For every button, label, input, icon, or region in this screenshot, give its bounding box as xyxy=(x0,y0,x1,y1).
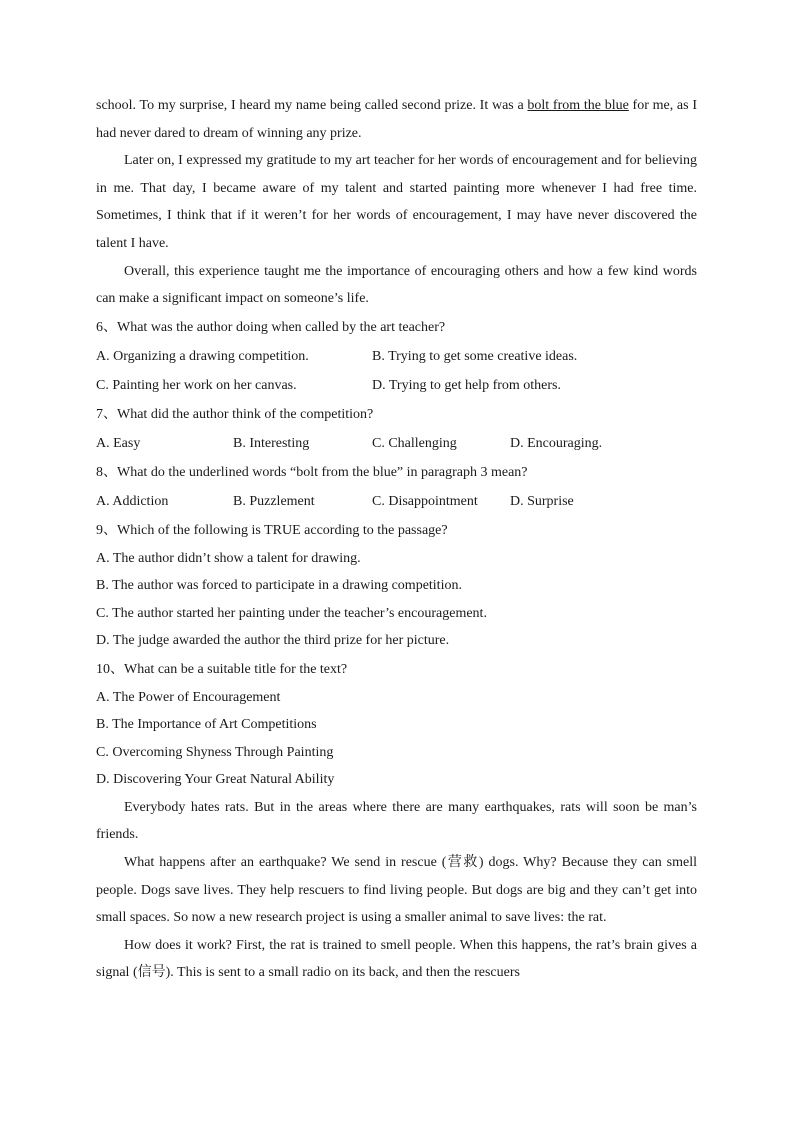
question-6-options-row-2 xyxy=(96,371,697,400)
question-6-stem: 6、What was the author doing when called by the art teacher? xyxy=(96,319,446,335)
underlined-phrase: bolt from the blue xyxy=(527,98,629,113)
question-6-options-row-1 xyxy=(96,342,697,371)
question-7-stem: 7、What did the author think of the competition? xyxy=(96,406,374,422)
question-8-option-c: C. Disappointment xyxy=(372,493,478,509)
question-8-option-d: D. Surprise xyxy=(510,493,574,509)
question-7-option-a: A. Easy xyxy=(96,435,141,451)
question-9-stem: 9、Which of the following is TRUE according to the passage? xyxy=(96,522,448,538)
question-7-option-c: C. Challenging xyxy=(372,435,457,451)
passage2-paragraph-2: What happens after an earthquake? We send in rescue (营救) dogs. Why? Because they can smell people. Dogs save lives. They help rescuers to find living people. But dogs are big and they can’t get into small spaces. So now a new research project is using a smaller animal to save lives: the rat. xyxy=(96,854,697,926)
passage1-p1-text-end: for me, as I had never dared to dream of winning any prize. xyxy=(96,98,697,141)
question-8-option-b: B. Puzzlement xyxy=(233,493,315,509)
passage1-paragraph-1 xyxy=(96,92,697,147)
passage1-paragraph-3: Overall, this experience taught me the importance of encouraging others and how a few kind words can make a significant impact on someone’s life. xyxy=(96,263,697,307)
question-8-stem: 8、What do the underlined words “bolt from the blue” in paragraph 3 mean? xyxy=(96,464,528,480)
question-6-option-b: B. Trying to get some creative ideas. xyxy=(372,348,578,364)
passage1-p1-text-start: school. To my surprise, I heard my name being called second prize. It was a xyxy=(96,98,528,113)
question-6-option-d: D. Trying to get help from others. xyxy=(372,377,561,393)
question-10-stem: 10、What can be a suitable title for the text? xyxy=(96,661,348,677)
question-8-options xyxy=(96,487,697,516)
question-9-option-c: C. The author started her painting under the teacher’s encouragement. xyxy=(96,605,487,621)
question-10-option-c: C. Overcoming Shyness Through Painting xyxy=(96,744,334,760)
passage2-paragraph-3: How does it work? First, the rat is trained to smell people. When this happens, the rat’s brain gives a signal (信号). This is sent to a small radio on its back, and then the rescuers xyxy=(96,937,697,981)
question-10-option-b: B. The Importance of Art Competitions xyxy=(96,717,317,733)
question-9-option-b: B. The author was forced to participate in a drawing competition. xyxy=(96,578,462,594)
question-9-option-d: D. The judge awarded the author the third prize for her picture. xyxy=(96,633,450,649)
question-6-option-a: A. Organizing a drawing competition. xyxy=(96,348,309,364)
question-10-option-d: D. Discovering Your Great Natural Ability xyxy=(96,772,335,788)
question-10-option-a: A. The Power of Encouragement xyxy=(96,689,281,705)
question-6-option-c: C. Painting her work on her canvas. xyxy=(96,377,297,393)
question-9-option-a: A. The author didn’t show a talent for drawing. xyxy=(96,550,361,566)
question-7-option-d: D. Encouraging. xyxy=(510,435,603,451)
passage1-paragraph-2: Later on, I expressed my gratitude to my art teacher for her words of encouragement and for believing in me. That day, I became aware of my talent and started painting more whenever I had free time. Sometimes, I think that if it weren’t for her words of encouragement, I may have never discovered the talent I have. xyxy=(96,153,697,251)
question-8-option-a: A. Addiction xyxy=(96,493,169,509)
question-7-option-b: B. Interesting xyxy=(233,435,310,451)
passage2-paragraph-1: Everybody hates rats. But in the areas where there are many earthquakes, rats will soon be man’s friends. xyxy=(96,799,697,843)
question-7-options xyxy=(96,429,697,458)
document-page xyxy=(96,92,697,987)
